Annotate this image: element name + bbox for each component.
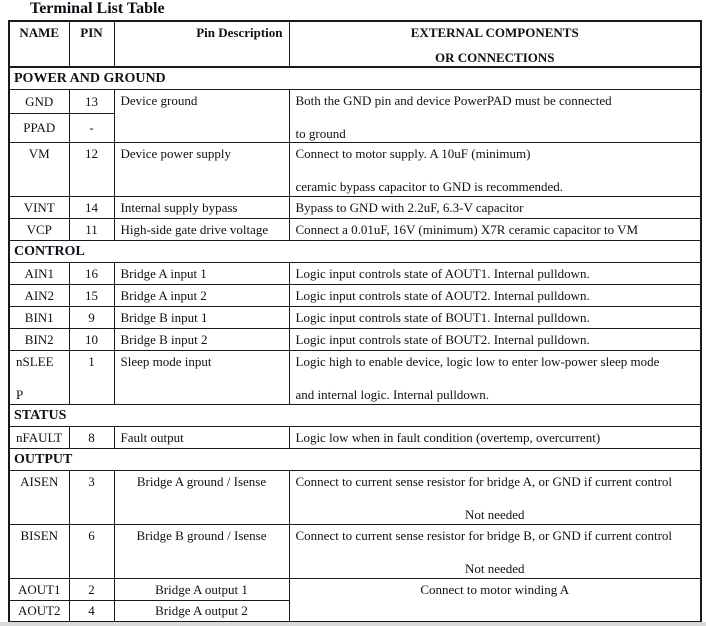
table-row-gnd [9,89,701,113]
cell-aisen-ext-line1: Connect to current sense resistor for bridge A, or GND if current control [295,473,673,489]
cell-ain1-ext: Logic input controls state of AOUT1. Internal pulldown. [289,262,701,284]
cell-aisen-pin: 3 [69,470,114,524]
cell-gnd-ext-line2: to ground [295,125,346,141]
cell-bisen-ext-line1: Connect to current sense resistor for bridge B, or GND if current control [295,527,673,543]
cell-aout1-ext: Connect to motor winding A [289,578,701,622]
cell-bin1-pin: 9 [69,306,114,328]
cell-nsleep-ext-line1: Logic high to enable device, logic low to enter low-power sleep mode [295,353,660,369]
cell-gnd-desc: Device ground [114,89,289,142]
cell-ain2-ext: Logic input controls state of AOUT2. Internal pulldown. [289,284,701,306]
cell-vcp-desc: High-side gate drive voltage [114,218,289,240]
cell-ain2-name: AIN2 [9,284,69,306]
table-row-vm [9,142,701,196]
cell-bin1-desc: Bridge B input 1 [114,306,289,328]
col-header-ext [289,21,701,67]
cell-ain2-pin: 15 [69,284,114,306]
cell-vint-name: VINT [9,196,69,218]
cell-vm-ext [289,142,701,196]
cell-vcp-name: VCP [9,218,69,240]
cell-bisen-ext [289,524,701,578]
table-row-nfault [9,426,701,448]
section-label-output: OUTPUT [9,448,701,470]
cell-bin2-name: BIN2 [9,328,69,350]
cell-nsleep-name-line1: nSLEE [16,353,54,369]
cell-aout1-pin: 2 [69,578,114,600]
section-row-status [9,404,701,426]
terminal-list-table [8,20,702,623]
cell-bin2-ext: Logic input controls state of BOUT2. Internal pulldown. [289,328,701,350]
cell-gnd-pin: 13 [69,89,114,113]
table-row-ain2 [9,284,701,306]
page-title: Terminal List Table [30,0,165,17]
section-label-control: CONTROL [9,240,701,262]
cell-nfault-pin: 8 [69,426,114,448]
cell-vint-desc: Internal supply bypass [114,196,289,218]
table-row-bin1 [9,306,701,328]
cell-bisen-name: BISEN [9,524,69,578]
cell-bin1-name: BIN1 [9,306,69,328]
cell-nsleep-name [9,350,69,404]
cell-aisen-desc: Bridge A ground / Isense [114,470,289,524]
cell-aout1-desc: Bridge A output 1 [114,578,289,600]
cell-bisen-pin: 6 [69,524,114,578]
section-label-status: STATUS [9,404,701,426]
cell-vint-ext: Bypass to GND with 2.2uF, 6.3-V capacitor [289,196,701,218]
cell-nfault-name: nFAULT [9,426,69,448]
table-row-vint [9,196,701,218]
col-header-ext-line2: OR CONNECTIONS [434,50,555,65]
section-row-output [9,448,701,470]
cell-bin1-ext: Logic input controls state of BOUT1. Internal pulldown. [289,306,701,328]
cell-bisen-desc: Bridge B ground / Isense [114,524,289,578]
cell-bin2-desc: Bridge B input 2 [114,328,289,350]
cell-vm-desc: Device power supply [114,142,289,196]
cell-vint-pin: 14 [69,196,114,218]
cell-aout1-name: AOUT1 [9,578,69,600]
cell-nfault-desc: Fault output [114,426,289,448]
cell-ppad-name: PPAD [9,113,69,142]
col-header-pin: PIN [69,21,114,67]
col-header-name: NAME [9,21,69,67]
col-header-ext-line1: EXTERNAL COMPONENTS [410,25,579,40]
bottom-edge-strip [0,622,706,626]
table-row-aisen [9,470,701,524]
table-row-bin2 [9,328,701,350]
cell-ain1-name: AIN1 [9,262,69,284]
table-header-row [9,21,701,67]
section-row-power [9,67,701,89]
cell-nsleep-name-line2: P [16,386,24,402]
cell-aout2-name: AOUT2 [9,600,69,622]
table-row-nsleep [9,350,701,404]
cell-ain2-desc: Bridge A input 2 [114,284,289,306]
cell-aout2-pin: 4 [69,600,114,622]
cell-aisen-name: AISEN [9,470,69,524]
cell-gnd-name: GND [9,89,69,113]
cell-bisen-ext-line2: Not needed [464,560,525,576]
table-row-bisen [9,524,701,578]
cell-vcp-ext: Connect a 0.01uF, 16V (minimum) X7R ceramic capacitor to VM [289,218,701,240]
cell-vm-name: VM [9,142,69,196]
cell-vm-pin: 12 [69,142,114,196]
cell-nsleep-pin: 1 [69,350,114,404]
cell-aisen-ext-line2: Not needed [464,506,525,522]
cell-aisen-ext [289,470,701,524]
table-row-ain1 [9,262,701,284]
section-label-power: POWER AND GROUND [9,67,701,89]
cell-gnd-ext [289,89,701,142]
cell-nsleep-ext [289,350,701,404]
cell-nsleep-desc: Sleep mode input [114,350,289,404]
cell-vcp-pin: 11 [69,218,114,240]
section-row-control [9,240,701,262]
cell-nfault-ext: Logic low when in fault condition (overtemp, overcurrent) [289,426,701,448]
cell-bin2-pin: 10 [69,328,114,350]
table-row-aout1 [9,578,701,600]
cell-vm-ext-line2: ceramic bypass capacitor to GND is recommended. [295,178,563,194]
cell-ain1-pin: 16 [69,262,114,284]
table-row-vcp [9,218,701,240]
cell-vm-ext-line1: Connect to motor supply. A 10uF (minimum) [295,145,531,161]
col-header-desc: Pin Description [114,21,289,67]
cell-aout2-desc: Bridge A output 2 [114,600,289,622]
cell-nsleep-ext-line2: and internal logic. Internal pulldown. [295,386,490,402]
cell-ppad-pin: - [69,113,114,142]
cell-gnd-ext-line1: Both the GND pin and device PowerPAD must be connected [295,92,612,108]
cell-ain1-desc: Bridge A input 1 [114,262,289,284]
